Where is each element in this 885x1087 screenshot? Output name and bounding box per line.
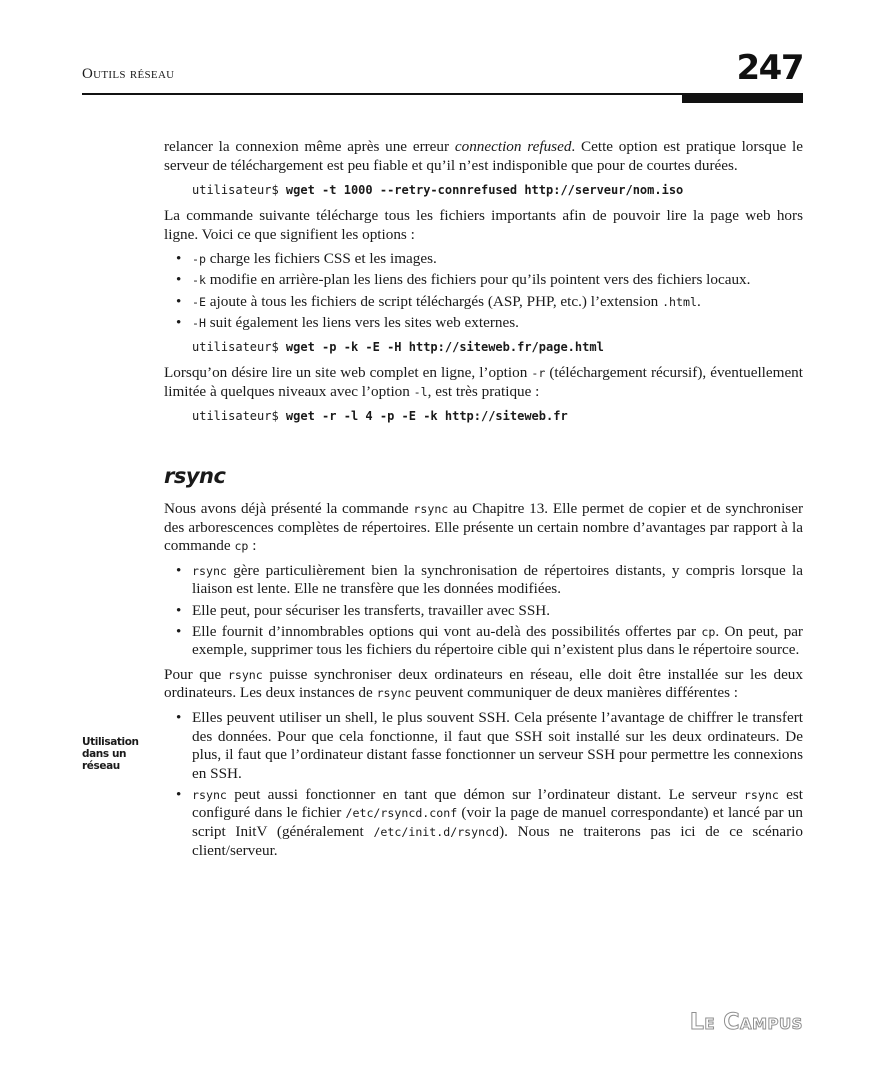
option-code: -E: [192, 294, 206, 309]
text: (téléchargement récursif), éventuellement limitée à quelques niveaux avec l’option: [164, 364, 803, 400]
list-item: [164, 271, 803, 290]
margin-note: Utilisation dans un réseau: [82, 736, 139, 772]
text: Nous avons déjà présenté la commande: [164, 500, 414, 518]
item-text: . On peut, par exemple, supprimer tous les fichiers du répertoire cible qui n’existent plus dans le répertoire source.: [192, 622, 803, 659]
bullet-icon: •: [176, 250, 182, 268]
page-body: [164, 138, 803, 866]
command-line-2: [192, 338, 803, 356]
inline-code: -r: [531, 366, 546, 381]
rsync-intro-paragraph: [164, 500, 803, 556]
text: , est très pratique :: [427, 382, 540, 400]
item-text: peut aussi fonctionner en tant que démon sur l’ordinateur distant. Le serveur: [226, 785, 744, 803]
inline-code: rsync: [192, 787, 227, 802]
shell-command: wget -t 1000 --retry-connrefused http://serveur/nom.iso: [285, 183, 684, 198]
bullet-icon: •: [176, 561, 182, 579]
bullet-icon: •: [176, 313, 182, 331]
inline-code: rsync: [743, 787, 779, 802]
intro-paragraph: [164, 138, 803, 175]
bullet-icon: •: [176, 622, 182, 640]
list-item: [164, 250, 803, 269]
option-code: .html: [662, 294, 697, 309]
list-item: [164, 562, 803, 599]
file-path: /etc/init.d/rsyncd: [373, 825, 500, 840]
item-text: Elle fournit d’innombrables options qui vont au-delà des possibilités offertes par: [192, 622, 702, 640]
recursive-paragraph: [164, 364, 803, 401]
option-text: modifie en arrière-plan les liens des fichiers pour qu’ils pointent vers des fichiers locaux.: [205, 271, 751, 289]
rsync-advantages-list: [164, 562, 803, 660]
wget-options-list: [164, 250, 803, 332]
shell-command: wget -r -l 4 -p -E -k http://siteweb.fr: [285, 409, 568, 424]
text: puisse synchroniser deux ordinateurs en réseau, elle doit être installée sur les deux ordinateurs. Les deux instances de: [164, 665, 803, 702]
text: relancer la connexion même après une erreur: [164, 138, 455, 155]
inline-code: rsync: [227, 667, 263, 682]
inline-code: rsync: [376, 686, 412, 701]
item-text: (voir la page de manuel correspondante) et lancé par un script InitV (généralement: [192, 804, 803, 841]
option-code: -H: [192, 315, 206, 330]
option-text: charge les fichiers CSS et les images.: [205, 250, 437, 268]
inline-code: cp: [701, 624, 716, 639]
running-header-section: Outils réseau: [82, 66, 175, 82]
page-number: 247: [736, 48, 803, 88]
header-rule-accent: [682, 95, 803, 103]
inline-code: rsync: [192, 563, 227, 578]
file-path: /etc/rsyncd.conf: [345, 806, 458, 821]
bullet-icon: •: [176, 785, 182, 803]
list-item: [164, 293, 803, 312]
option-text: .: [696, 292, 701, 310]
shell-prompt: utilisateur$: [192, 183, 286, 198]
command-line-1: [192, 181, 803, 199]
text: . Cette option est pratique lorsque le serveur de téléchargement est peu fiable et qu’il n’est indisponible que pour de courtes durées.: [164, 138, 804, 174]
inline-code: cp: [234, 539, 249, 554]
publisher-logo: Le Campus: [689, 1010, 803, 1035]
shell-command: wget -p -k -E -H http://siteweb.fr/page.html: [285, 340, 604, 355]
list-item: [164, 602, 803, 621]
section-title-rsync: rsync: [164, 464, 226, 489]
shell-prompt: utilisateur$: [192, 409, 286, 424]
emphasis: connection refused: [454, 138, 572, 155]
text: :: [248, 537, 257, 555]
text: Lorsqu’on désire lire un site web complet en ligne, l’option: [164, 364, 532, 382]
item-text: gère particulièrement bien la synchronisation de répertoires distants, y compris lorsque la liaison est lente. Elle ne transfère que les données modifiées.: [192, 561, 803, 598]
bullet-icon: •: [176, 271, 182, 289]
wget-options-intro: La commande suivante télécharge tous les fichiers importants afin de pouvoir lire la page web hors ligne. Voici ce que signifient les options :: [164, 207, 803, 243]
item-text: Elles peuvent utiliser un shell, le plus souvent SSH. Cela présente l’avantage de chiffrer le transfert des données. Pour que cela fonctionne, il faut que SSH soit installé sur les deux ordinateurs. De plus, il faut que l’ordinateur distant fasse fonctionner un serveur SSH pour permettre les connexions en SSH.: [192, 708, 803, 782]
command-line-3: [192, 407, 803, 425]
list-item: [164, 623, 803, 660]
text: au Chapitre 13. Elle permet de copier et de synchroniser des arborescences complètes de répertoires. Elle présente un certain nombre d’avantages par rapport à la commande: [164, 500, 804, 555]
item-text: Elle peut, pour sécuriser les transferts, travailler avec SSH.: [192, 601, 551, 619]
text: Pour que: [164, 665, 228, 683]
bullet-icon: •: [176, 601, 182, 619]
item-text: est configuré dans le fichier: [192, 785, 803, 822]
option-code: -k: [192, 273, 206, 288]
rsync-network-paragraph: [164, 666, 803, 703]
network-modes-list: [164, 709, 803, 860]
item-text: ). Nous ne traiterons pas ici de ce scénario client/serveur.: [192, 823, 803, 859]
option-code: -p: [192, 252, 206, 267]
bullet-icon: •: [176, 292, 182, 310]
option-text: suit également les liens vers les sites web externes.: [205, 313, 519, 331]
list-item: [164, 786, 803, 860]
inline-code: -l: [413, 384, 428, 399]
option-text: ajoute à tous les fichiers de script téléchargés (ASP, PHP, etc.) l’extension: [205, 292, 663, 310]
list-item: [164, 314, 803, 333]
bullet-icon: •: [176, 708, 182, 726]
inline-code: rsync: [413, 502, 449, 517]
shell-prompt: utilisateur$: [192, 340, 286, 355]
list-item: [164, 709, 803, 783]
text: peuvent communiquer de deux manières différentes :: [411, 684, 739, 702]
